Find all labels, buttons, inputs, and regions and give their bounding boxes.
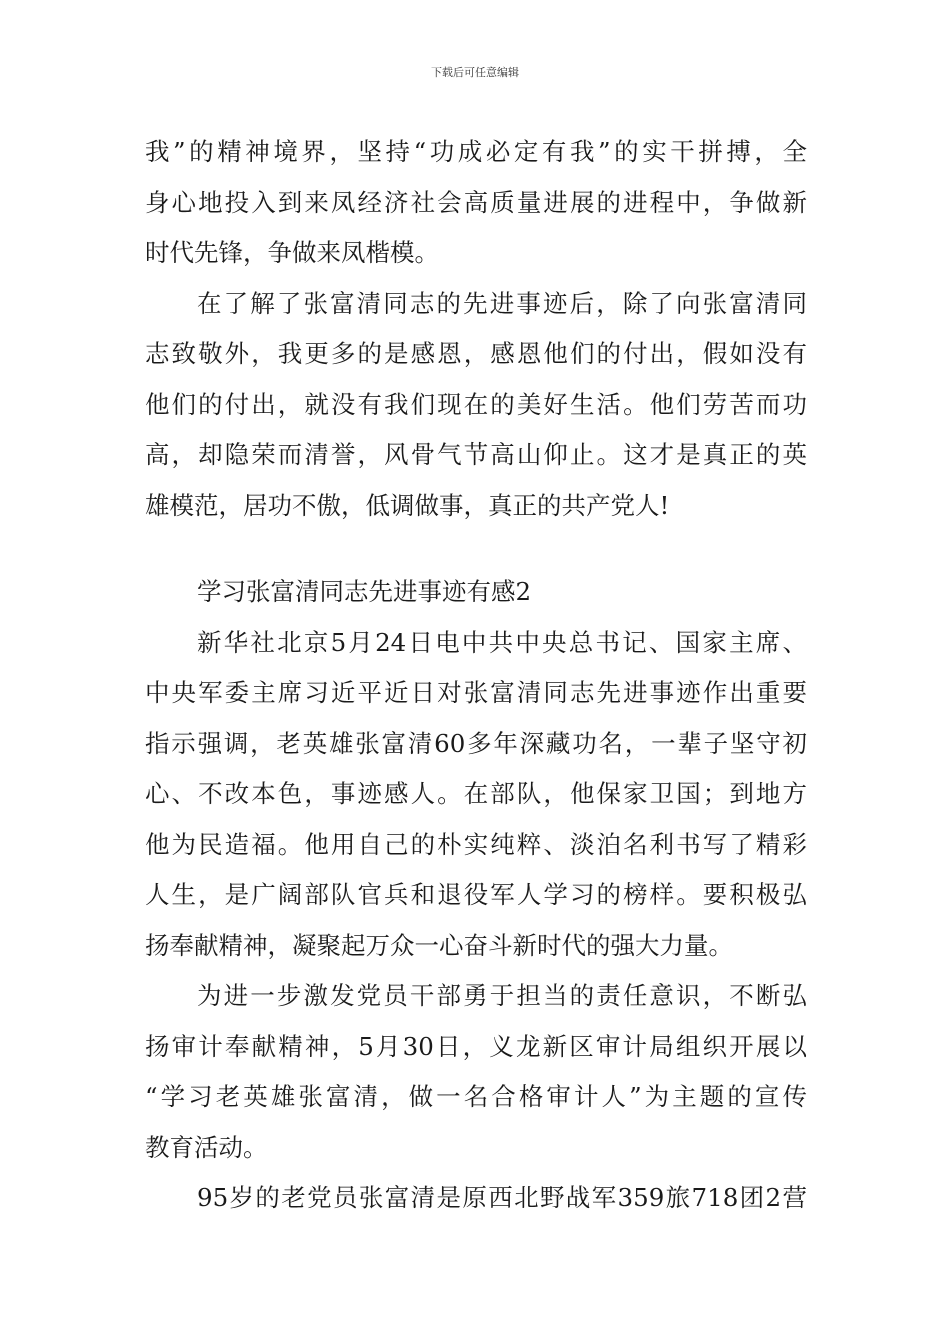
paragraph — [145, 130, 807, 282]
text-line: 高，却隐荣而清誉，风骨气节高山仰止。这才是真正的英 — [145, 440, 807, 469]
section-spacer — [145, 534, 807, 570]
text-line: 新华社北京5月24日电中共中央总书记、国家主席、 — [197, 627, 807, 657]
text-line: 他为民造福。他用自己的朴实纯粹、淡泊名利书写了精彩 — [145, 829, 807, 859]
paragraph — [145, 1176, 807, 1227]
text-line: “学习老英雄张富清，做一名合格审计人”为主题的宣传 — [145, 1082, 807, 1111]
document-body — [145, 130, 807, 1227]
text-line: 95岁的老党员张富清是原西北野战军359旅718团2营 — [197, 1183, 807, 1212]
paragraph — [145, 621, 807, 975]
text-line: 中央军委主席习近平近日对张富清同志先进事迹作出重要 — [145, 678, 807, 707]
section-title: 学习张富清同志先进事迹有感2 — [197, 577, 532, 606]
text-line: 雄模范，居功不傲，低调做事，真正的共产党人! — [145, 490, 670, 520]
paragraph — [145, 974, 807, 1176]
page-header: 下载后可任意编辑 — [431, 66, 519, 79]
text-line: 我”的精神境界，坚持“功成必定有我”的实干拼搏，全 — [145, 137, 807, 166]
text-line: 为进一步激发党员干部勇于担当的责任意识，不断弘 — [197, 981, 807, 1010]
paragraph — [145, 282, 807, 535]
text-line: 教育活动。 — [145, 1132, 268, 1162]
text-line: 扬奉献精神，凝聚起万众一心奋斗新时代的强大力量。 — [145, 930, 733, 960]
text-line: 在了解了张富清同志的先进事迹后，除了向张富清同 — [197, 288, 807, 318]
text-line: 志致敬外，我更多的是感恩，感恩他们的付出，假如没有 — [145, 339, 807, 368]
text-line: 他们的付出，就没有我们现在的美好生活。他们劳苦而功 — [145, 389, 807, 419]
text-line: 身心地投入到来凤经济社会高质量进展的进程中，争做新 — [145, 187, 807, 217]
text-line: 时代先锋，争做来凤楷模。 — [145, 238, 439, 267]
text-line: 扬审计奉献精神，5月30日，义龙新区审计局组织开展以 — [145, 1031, 807, 1061]
text-line: 指示强调，老英雄张富清60多年深藏功名，一辈子坚守初 — [145, 728, 807, 758]
text-line: 心、不改本色，事迹感人。在部队，他保家卫国；到地方 — [145, 779, 807, 808]
text-line: 人生，是广阔部队官兵和退役军人学习的榜样。要积极弘 — [145, 880, 807, 909]
